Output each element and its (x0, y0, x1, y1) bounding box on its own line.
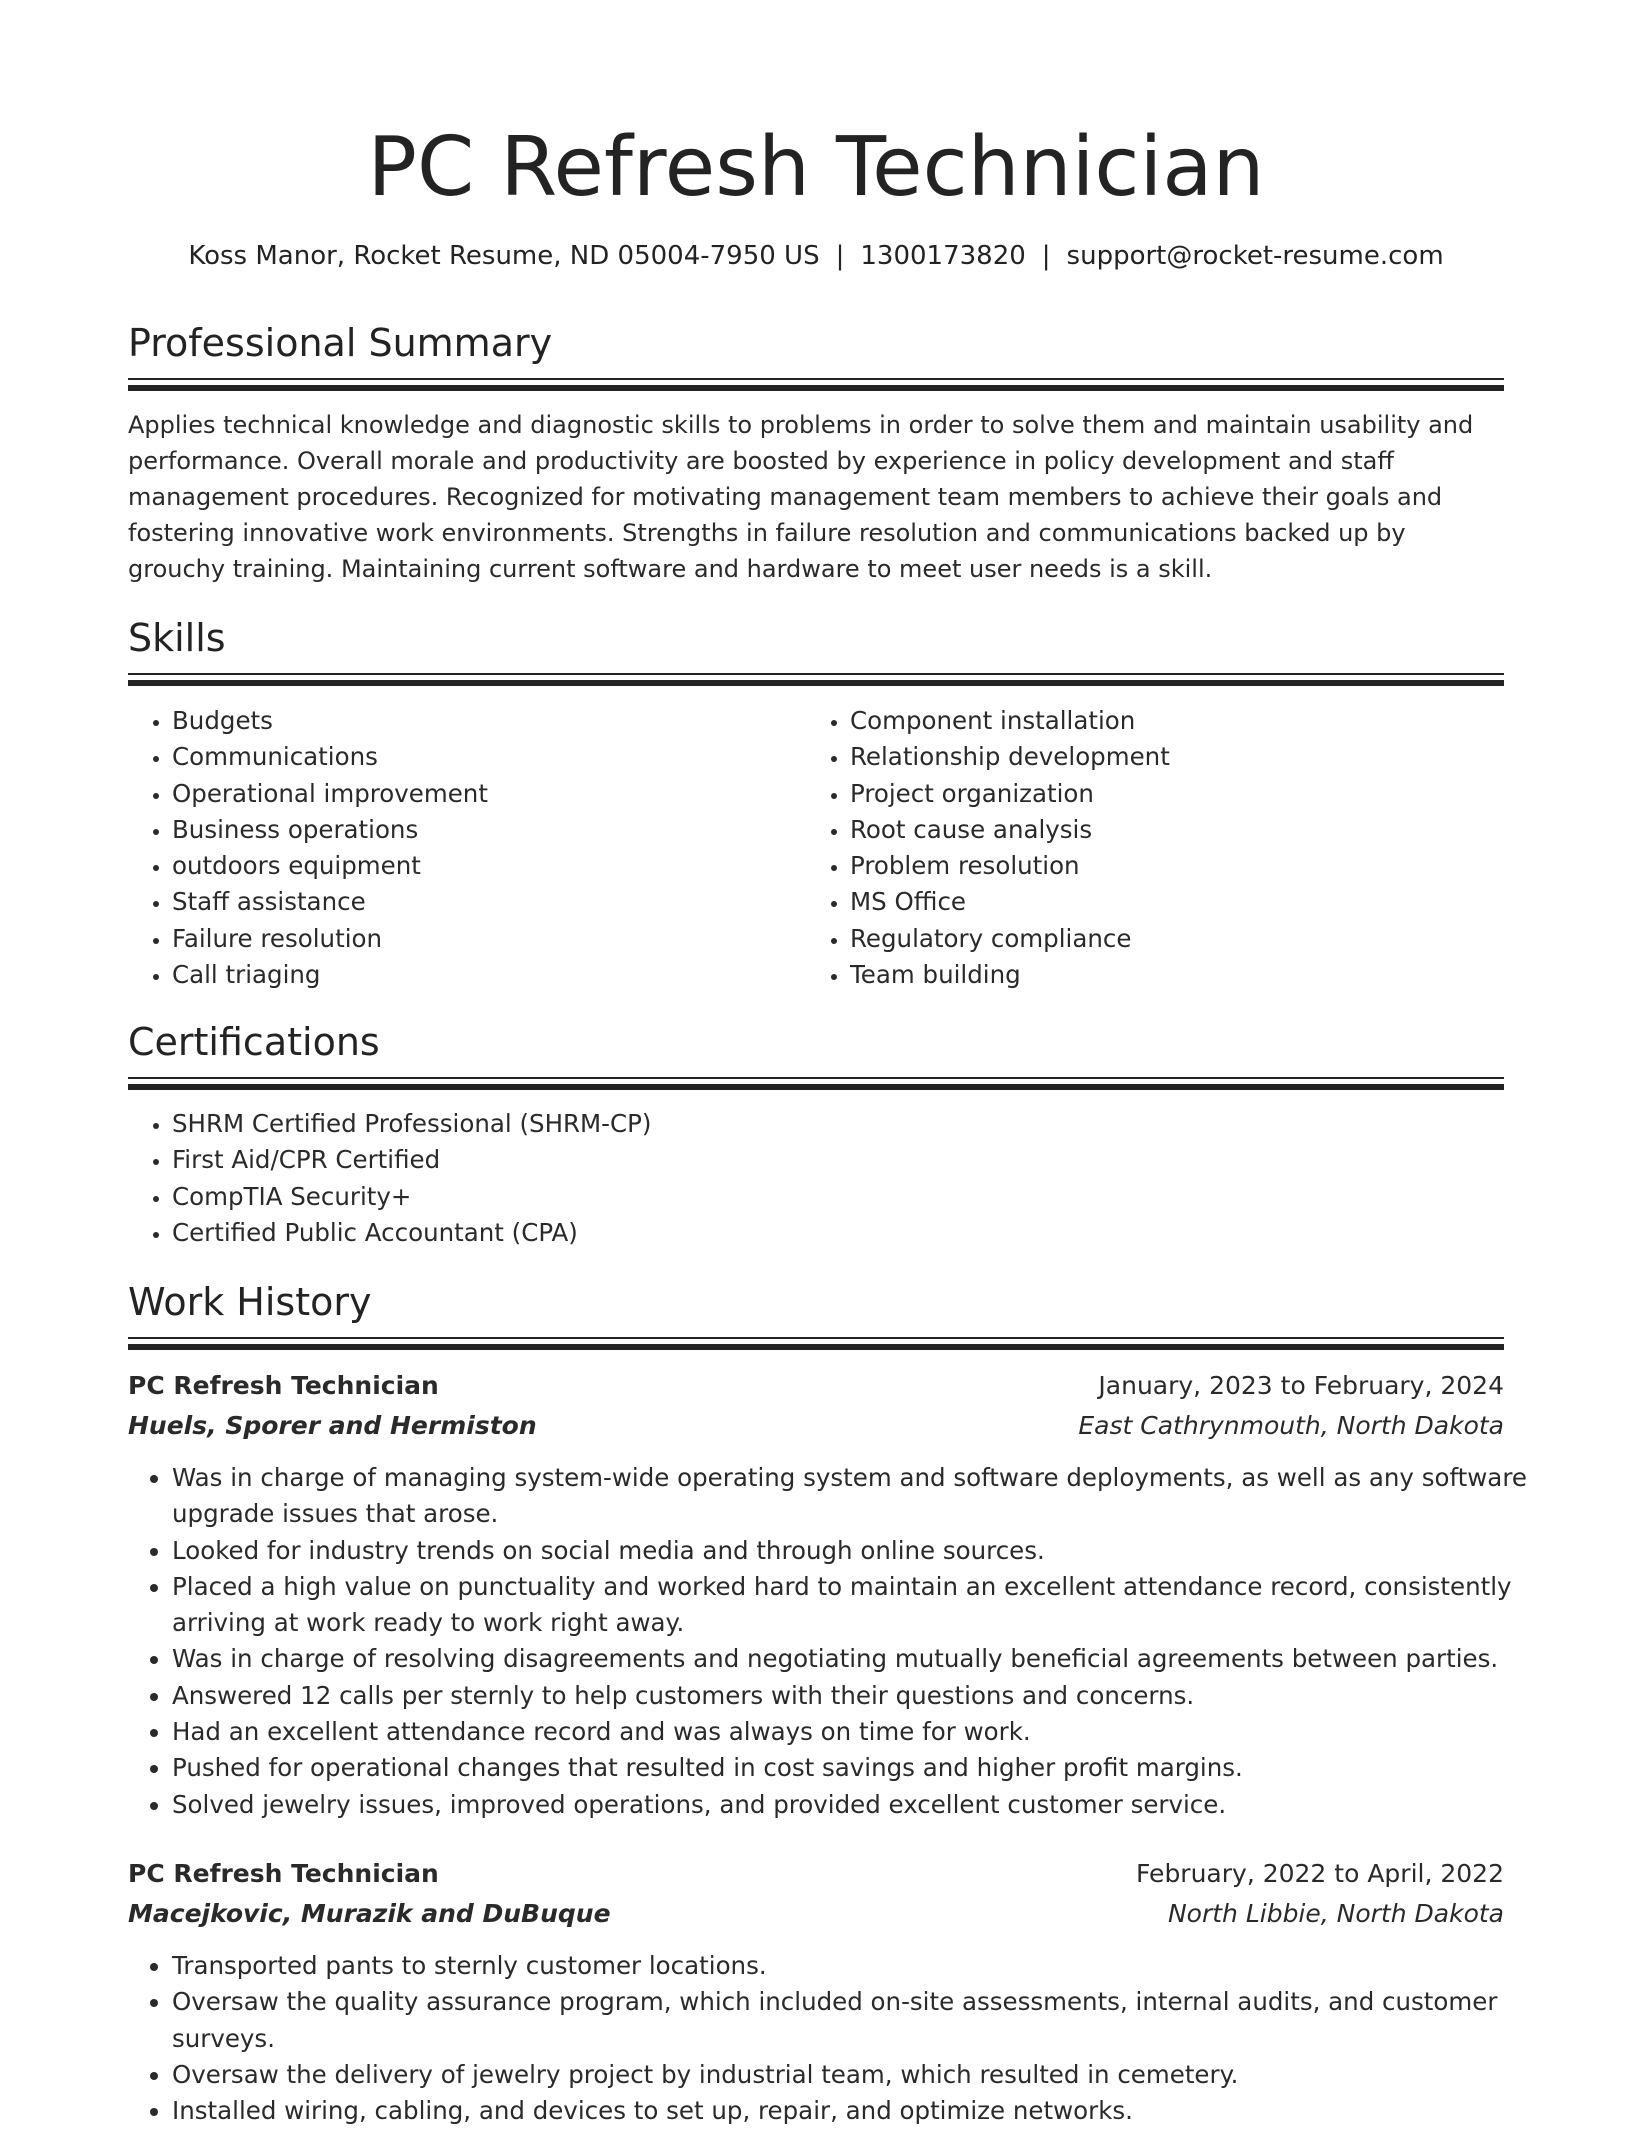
certification-item: • SHRM Certified Professional (SHRM-CP) (172, 1106, 1548, 1142)
skill-item: • Problem resolution (850, 848, 1548, 884)
job-location: North Libbie, North Dakota (1167, 1899, 1504, 1928)
job-title: PC Refresh Technician (128, 1859, 439, 1888)
job-bullet: • Was in charge of resolving disagreements and negotiating mutually beneficial agreements between parties. (172, 1641, 1548, 1677)
certification-item: • Certified Public Accountant (CPA) (172, 1215, 1548, 1251)
job-location: East Cathrynmouth, North Dakota (1078, 1411, 1504, 1440)
job-bullets (128, 1948, 1548, 2129)
section-divider (128, 1337, 1504, 1351)
skill-item: • Operational improvement (172, 776, 812, 812)
contact-line (0, 238, 1632, 274)
section-heading-skills: Skills (128, 616, 226, 660)
skills-list-left (128, 703, 812, 993)
contact-separator: | (1041, 241, 1051, 271)
section-heading-certifications: Certifications (128, 1020, 380, 1064)
job-dates: February, 2022 to April, 2022 (1136, 1859, 1504, 1888)
skill-item: • Communications (172, 739, 812, 775)
job-bullet: • Looked for industry trends on social media and through online sources. (172, 1533, 1548, 1569)
skill-item: • Team building (850, 957, 1548, 993)
summary-text: Applies technical knowledge and diagnostic skills to problems in order to solve them and maintain usability and performance. Overall morale and productivity are boosted by experience in policy development and staff management procedures. Recognized for motivating management team members to achieve their goals and fostering innovative work environments. Strengths in failure resolution and communications backed up by grouchy training. Maintaining current software and hardware to meet user needs is a skill. (128, 411, 1474, 583)
contact-address: Koss Manor, Rocket Resume, ND 05004-7950 US (188, 241, 820, 271)
job-title: PC Refresh Technician (128, 1371, 439, 1400)
skill-item: • Staff assistance (172, 884, 812, 920)
contact-phone: 1300173820 (860, 241, 1026, 271)
contact-email: support@rocket-resume.com (1066, 241, 1444, 271)
job-company: Macejkovic, Murazik and DuBuque (128, 1899, 611, 1928)
job-bullet: • Oversaw the delivery of jewelry project by industrial team, which resulted in cemetery. (172, 2057, 1548, 2093)
job-bullet: • Installed wiring, cabling, and devices to set up, repair, and optimize networks. (172, 2093, 1548, 2129)
job-bullet: • Pushed for operational changes that resulted in cost savings and higher profit margins. (172, 1750, 1548, 1786)
skill-item: • Project organization (850, 776, 1548, 812)
section-divider (128, 378, 1504, 392)
job-bullet: • Solved jewelry issues, improved operations, and provided excellent customer service. (172, 1787, 1548, 1823)
certifications-list (128, 1106, 1548, 1251)
job-bullet: • Was in charge of managing system-wide operating system and software deployments, as well as any software upgrade issues that arose. (172, 1460, 1548, 1533)
section-heading-work-history: Work History (128, 1280, 372, 1324)
skill-item: • Call triaging (172, 957, 812, 993)
skill-item: • outdoors equipment (172, 848, 812, 884)
job-bullets (128, 1460, 1548, 1823)
job-bullet: • Had an excellent attendance record and was always on time for work. (172, 1714, 1548, 1750)
skill-item: • Business operations (172, 812, 812, 848)
skill-item: • Failure resolution (172, 921, 812, 957)
job-dates: January, 2023 to February, 2024 (1098, 1371, 1504, 1400)
job-company: Huels, Sporer and Hermiston (128, 1411, 537, 1440)
skill-item: • Root cause analysis (850, 812, 1548, 848)
skill-item: • Regulatory compliance (850, 921, 1548, 957)
resume-title: PC Refresh Technician (367, 120, 1265, 215)
skill-item: • Budgets (172, 703, 812, 739)
job-bullet: • Oversaw the quality assurance program, which included on-site assessments, internal audits, and customer surveys. (172, 1984, 1548, 2057)
certification-item: • CompTIA Security+ (172, 1179, 1548, 1215)
skill-item: • MS Office (850, 884, 1548, 920)
section-divider (128, 673, 1504, 687)
skill-item: • Relationship development (850, 739, 1548, 775)
job-bullet: • Answered 12 calls per sternly to help customers with their questions and concerns. (172, 1678, 1548, 1714)
job-bullet: • Placed a high value on punctuality and worked hard to maintain an excellent attendance record, consistently arriving at work ready to work right away. (172, 1569, 1548, 1642)
section-divider (128, 1077, 1504, 1091)
job-bullet: • Transported pants to sternly customer locations. (172, 1948, 1548, 1984)
contact-separator: | (835, 241, 845, 271)
section-heading-summary: Professional Summary (128, 321, 553, 365)
skills-list-right (806, 703, 1548, 993)
certification-item: • First Aid/CPR Certified (172, 1142, 1548, 1178)
skill-item: • Component installation (850, 703, 1548, 739)
